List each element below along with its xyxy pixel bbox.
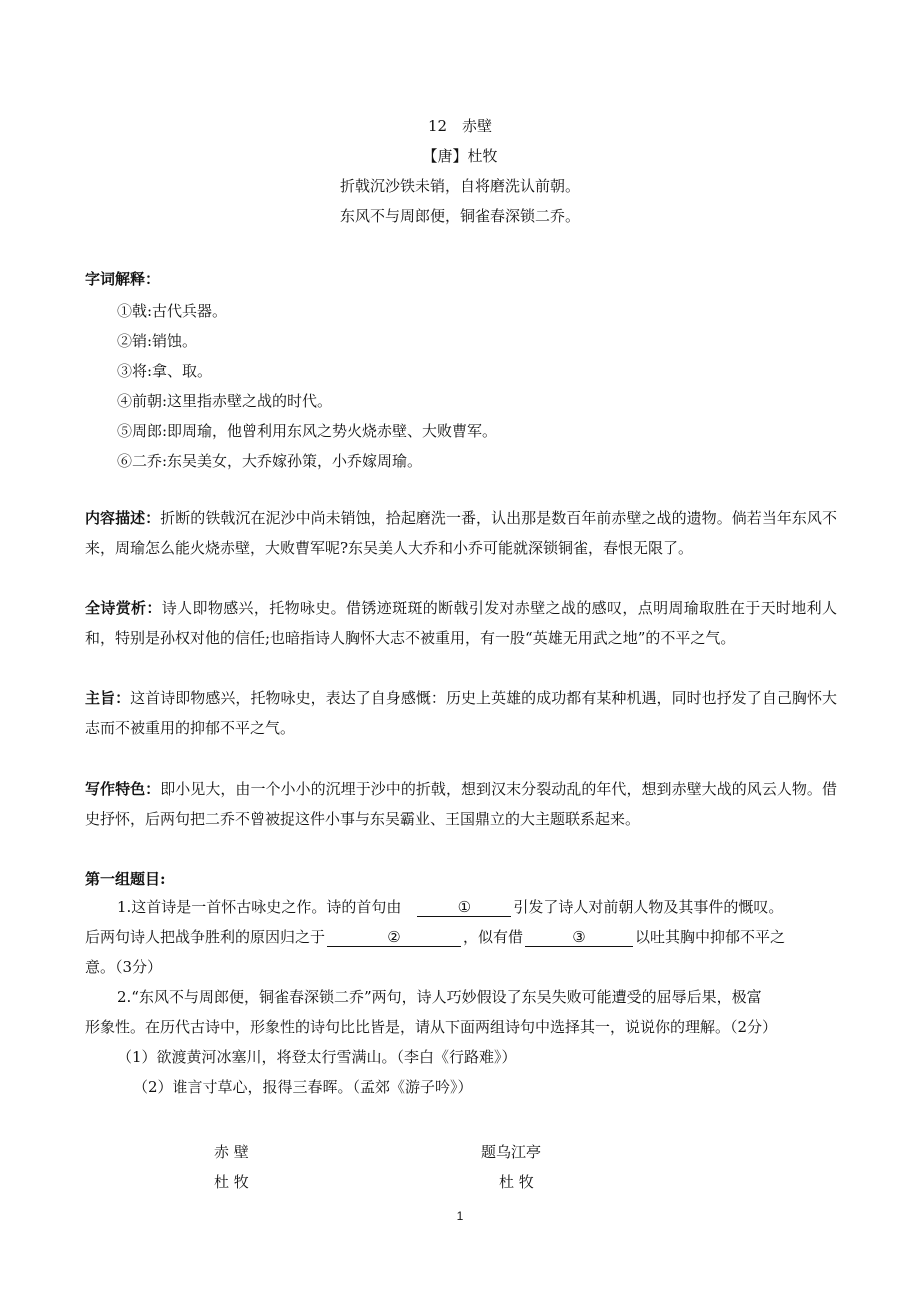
poem-author: 【唐】杜牧 [422, 147, 498, 165]
answer-blank-1[interactable]: ① [417, 898, 511, 917]
glossary-item: ③将:拿、取。 [117, 362, 213, 380]
poem-line-1: 折戟沉沙铁未销，自将磨洗认前朝。 [339, 177, 580, 195]
poem-title: 12 赤壁 [427, 117, 493, 135]
feature-text: 即小见大，由一个小小的沉埋于沙中的折戟，想到汉末分裂动乱的年代，想到赤壁大战的风云人物。借史抒怀，后两句把二乔不曾被捉这件小事与东吴霸业、王国鼎立的大主题联系起来。 [85, 780, 837, 828]
questions-block [85, 892, 837, 1102]
glossary-item: ②销:销蚀。 [117, 332, 198, 350]
answer-blank-2[interactable]: ② [327, 928, 461, 947]
content-label: 内容描述： [85, 509, 161, 527]
next-poem-right-author: 杜 牧 [499, 1173, 534, 1191]
glossary-heading: 字词解释： [85, 270, 161, 288]
feature-paragraph [85, 774, 837, 834]
theme-label: 主旨： [85, 689, 131, 707]
glossary-item: ①戟:古代兵器。 [117, 302, 228, 320]
questions-heading: 第一组题目: [85, 870, 166, 888]
analysis-text: 诗人即物感兴，托物咏史。借锈迹斑斑的断戟引发对赤壁之战的感叹，点明周瑜取胜在于天时地利人和，特别是孙权对他的信任;也暗指诗人胸怀大志不被重用，有一股“英雄无用武之地”的不平之气。 [85, 599, 837, 647]
glossary-item: ⑤周郎:即周瑜，他曾利用东风之势火烧赤壁、大败曹军。 [117, 422, 498, 440]
theme-text: 这首诗即物感兴，托物咏史，表达了自身感慨：历史上英雄的成功都有某种机遇，同时也抒发了自己胸怀大志而不被重用的抑郁不平之气。 [85, 689, 837, 737]
answer-blank-3[interactable]: ③ [525, 928, 633, 947]
question-1-line-2 [85, 922, 837, 952]
q1-text-b: 引发了诗人对前朝人物及其事件的慨叹。 [513, 898, 784, 916]
analysis-paragraph [85, 593, 837, 653]
question-1-line-1 [85, 892, 837, 922]
page-number: 1 [456, 1209, 464, 1223]
theme-paragraph [85, 683, 837, 743]
question-2-option-1: （1）欲渡黄河冰塞川，将登太行雪满山。（李白《行路难》） [117, 1048, 517, 1066]
question-2-line-2: 形象性。在历代古诗中，形象性的诗句比比皆是，请从下面两组诗句中选择其一，说说你的理解。（2分） [85, 1018, 778, 1036]
poem-line-2: 东风不与周郎便，铜雀春深锁二乔。 [339, 207, 580, 225]
q1-text-c: 后两句诗人把战争胜利的原因归之于 [85, 928, 326, 946]
question-2-line-1: 2.“东风不与周郎便，铜雀春深锁二乔”两句，诗人巧妙假设了东吴失败可能遭受的屈辱后果，极富 [117, 988, 762, 1006]
feature-label: 写作特色： [85, 780, 161, 798]
glossary-item: ④前朝:这里指赤壁之战的时代。 [117, 392, 333, 410]
question-2-option-2: （2）谁言寸草心，报得三春晖。（孟郊《游子吟》） [133, 1078, 473, 1096]
glossary-item: ⑥二乔:东吴美女，大乔嫁孙策，小乔嫁周瑜。 [117, 452, 423, 470]
question-1-line-3: 意。（3分） [85, 958, 163, 976]
analysis-label: 全诗赏析： [85, 599, 162, 617]
q1-text-d: ，似有借 [463, 928, 524, 946]
q1-text-e: 以吐其胸中抑郁不平之 [635, 928, 786, 946]
next-poem-right-title: 题乌江亭 [481, 1143, 542, 1161]
content-paragraph [85, 503, 837, 563]
glossary-list [117, 296, 497, 476]
content-text: 折断的铁戟沉在泥沙中尚未销蚀，拾起磨洗一番，认出那是数百年前赤壁之战的遗物。倘若当年东风不来，周瑜怎么能火烧赤壁，大败曹军呢?东吴美人大乔和小乔可能就深锁铜雀，春恨无限了。 [85, 509, 837, 557]
next-poem-left-author: 杜 牧 [214, 1173, 249, 1191]
next-poem-left-title: 赤 壁 [214, 1143, 249, 1161]
q1-text-a: 1.这首诗是一首怀古咏史之作。诗的首句由 [117, 898, 402, 916]
